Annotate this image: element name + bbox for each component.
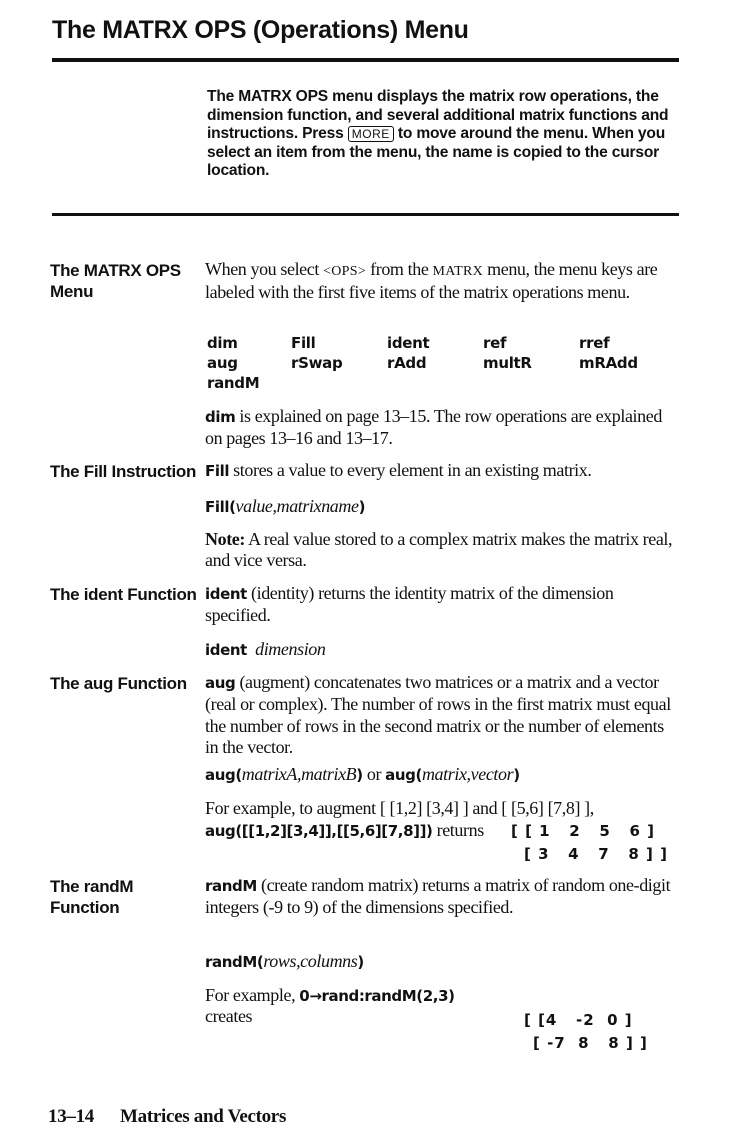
menu-item-ref: ref <box>483 334 507 352</box>
menu-item-radd: rAdd <box>387 354 427 372</box>
section-divider <box>52 213 679 216</box>
menu-text-a: When you select <box>205 259 324 279</box>
aug-paragraph <box>205 672 680 758</box>
aug-syntax2-close: ) <box>513 766 520 784</box>
dim-text: is explained on page 13–15. The row operations are explained on pages 13–16 and 13–17. <box>205 406 662 449</box>
fill-syntax-args: value,matrixname <box>235 496 359 516</box>
ident-syntax <box>205 639 680 661</box>
note-text: A real value stored to a complex matrix makes the matrix real, and vice versa. <box>205 529 673 571</box>
randm-example-text: For example, <box>205 985 300 1005</box>
note-label: Note: <box>205 529 245 549</box>
menu-items-row <box>207 334 677 354</box>
aug-text: (augment) concatenates two matrices or a matrix and a vector (real or complex). The number of rows in the first matrix must equal the number of rows in the second matrix or the number of elements in the vector. <box>205 672 671 757</box>
fill-paragraph <box>205 460 680 482</box>
menu-item-ident: ident <box>387 334 430 352</box>
aug-example-line <box>205 820 505 842</box>
aug-syntax2-args: matrix,vector <box>421 764 514 784</box>
menu-item-dim: dim <box>207 334 238 352</box>
aug-result-row-1: [ [ 1 2 5 6 ] <box>511 822 655 840</box>
fill-command: Fill <box>205 462 230 480</box>
fill-text: stores a value to every element in an existing matrix. <box>229 460 592 480</box>
aug-example-cmd: aug([[1,2][3,4]],[[5,6][7,8]]) <box>205 822 433 840</box>
randm-command: randM <box>205 877 257 895</box>
matrx-label: MATRX <box>432 264 484 279</box>
menu-paragraph <box>205 259 680 304</box>
menu-item-randm: randM <box>207 374 260 392</box>
aug-syntax1-cmd: aug( <box>205 766 242 784</box>
aug-syntax1-close: ) <box>356 766 363 784</box>
intro-paragraph <box>207 88 677 181</box>
ident-command: ident <box>205 585 247 603</box>
randm-result-row-2: [ -7 8 8 ] ] <box>533 1034 648 1052</box>
menu-item-multr: multR <box>483 354 532 372</box>
randm-syntax-cmd: randM( <box>205 953 264 971</box>
ident-text: (identity) returns the identity matrix of the dimension specified. <box>205 583 614 626</box>
aug-syntax <box>205 764 680 786</box>
page-number: 13–14 <box>48 1106 95 1127</box>
fill-syntax-cmd: Fill( <box>205 498 236 516</box>
randm-example-line <box>205 985 680 1007</box>
menu-item-aug: aug <box>207 354 238 372</box>
aug-command: aug <box>205 674 236 692</box>
ident-syntax-args: dimension <box>255 639 326 659</box>
randm-syntax <box>205 951 680 973</box>
aug-result-row-2: [ 3 4 7 8 ] ] <box>524 845 668 863</box>
intro-text-a: The MATRX OPS menu displays the matrix row operations, the dimension function, and several additional matrix functions and instructions. Press <box>207 88 669 143</box>
heading-matrx-ops-menu: The MATRX OPS Menu <box>50 261 181 301</box>
ident-paragraph <box>205 583 680 627</box>
randm-paragraph <box>205 875 680 919</box>
page-title: The MATRX OPS (Operations) Menu <box>52 16 469 44</box>
menu-text-c: menu, the menu keys are labeled with the first five items of the matrix operations menu. <box>205 259 658 303</box>
randm-syntax-args: rows,columns <box>263 951 358 971</box>
fill-syntax <box>205 496 680 518</box>
intro-text-b: to move around the menu. When you select an item from the menu, the name is copied to the cursor location. <box>207 125 666 180</box>
randm-result-row-1: [ [4 -2 0 ] <box>524 1011 633 1029</box>
heading-fill-instruction: The Fill Instruction <box>50 462 197 481</box>
heading-ident-function: The ident Function <box>50 585 197 604</box>
ident-syntax-cmd: ident <box>205 641 247 659</box>
more-key: MORE <box>348 126 394 142</box>
aug-syntax-or: or <box>362 764 386 784</box>
page-footer <box>48 1106 286 1128</box>
menu-item-mradd: mRAdd <box>579 354 638 372</box>
dim-command: dim <box>205 408 236 426</box>
menu-items-row <box>207 374 677 394</box>
randm-syntax-close: ) <box>357 953 364 971</box>
aug-syntax2-cmd: aug( <box>385 766 422 784</box>
randm-text: (create random matrix) returns a matrix of random one-digit integers (-9 to 9) of the dimensions specified. <box>205 875 671 918</box>
menu-items-row <box>207 354 677 374</box>
menu-item-rref: rref <box>579 334 610 352</box>
dim-paragraph <box>205 406 680 450</box>
aug-example-text: For example, to augment [ [1,2] [3,4] ] and [ [5,6] [7,8] ], <box>205 798 594 818</box>
randm-example-creates: creates <box>205 1006 253 1026</box>
ops-label: <OPS> <box>323 264 367 279</box>
top-divider <box>52 58 679 62</box>
menu-item-rswap: rSwap <box>291 354 343 372</box>
heading-randm-function: The randM Function <box>50 877 134 917</box>
aug-syntax1-args: matrixA,matrixB <box>241 764 357 784</box>
menu-items-grid <box>207 334 677 394</box>
aug-example-returns: returns <box>432 820 484 840</box>
fill-syntax-close: ) <box>358 498 366 516</box>
fill-note <box>205 529 680 572</box>
menu-item-fill: Fill <box>291 334 316 352</box>
heading-aug-function: The aug Function <box>50 674 187 693</box>
randm-example-cmd: 0→rand:randM(2,3) <box>299 987 455 1005</box>
chapter-title: Matrices and Vectors <box>120 1106 287 1127</box>
menu-text-b: from the <box>366 259 433 279</box>
